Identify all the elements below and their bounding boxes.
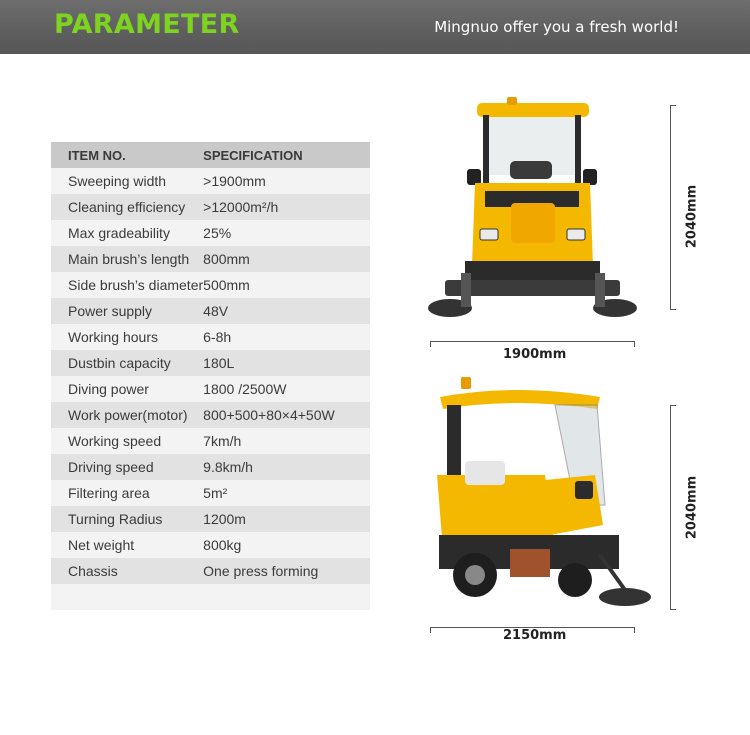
- table-row: [51, 376, 370, 402]
- row-spec: 500mm: [203, 277, 250, 293]
- row-item: [51, 584, 203, 610]
- row-spec: 180L: [203, 355, 235, 371]
- side-length-label: 2150mm: [503, 628, 567, 643]
- page-title: PARAMETER: [54, 9, 240, 40]
- row-spec: 6-8h: [203, 329, 232, 345]
- table-row: [51, 194, 370, 220]
- front-width-label: 1900mm: [503, 347, 567, 362]
- row-item: Working hours: [68, 329, 159, 345]
- row-spec: 800kg: [203, 537, 242, 553]
- row-spec: 48V: [203, 303, 229, 319]
- spec-table: [51, 142, 370, 610]
- table-row: [51, 506, 370, 532]
- table-row: [51, 428, 370, 454]
- table-row: [51, 558, 370, 584]
- row-item: Sweeping width: [68, 173, 167, 189]
- table-row: [51, 532, 370, 558]
- table-row: [51, 480, 370, 506]
- table-row: [51, 350, 370, 376]
- row-item: Net weight: [68, 537, 135, 553]
- header-spec: SPECIFICATION: [203, 147, 303, 163]
- row-item: Working speed: [68, 433, 162, 449]
- header-item: ITEM NO.: [68, 147, 126, 163]
- row-item: Main brush’s length: [68, 251, 190, 267]
- table-row: [51, 220, 370, 246]
- row-spec: 1800 /2500W: [203, 381, 287, 397]
- front-height-dimension-line: [670, 105, 676, 310]
- table-header-row: [51, 142, 370, 168]
- table-row: [51, 272, 370, 298]
- side-height-dimension-line: [670, 405, 676, 610]
- side-height-label: 2040mm: [684, 475, 700, 540]
- table-row: [51, 454, 370, 480]
- sweeper-front-image: [425, 95, 640, 330]
- row-item: Work power(motor): [68, 407, 188, 423]
- row-spec: 25%: [203, 225, 232, 241]
- table-row: [51, 168, 370, 194]
- row-spec: 7km/h: [203, 433, 242, 449]
- row-spec: One press forming: [203, 563, 319, 579]
- sweeper-side-image: [425, 375, 655, 615]
- row-spec: 5m²: [203, 485, 228, 501]
- row-spec: 800+500+80×4+50W: [203, 407, 335, 423]
- row-item: Turning Radius: [68, 511, 163, 527]
- row-item: Max gradeability: [68, 225, 170, 241]
- table-row: [51, 584, 370, 610]
- row-item: Power supply: [68, 303, 153, 319]
- table-row: [51, 324, 370, 350]
- row-item: Diving power: [68, 381, 149, 397]
- row-spec: >12000m²/h: [203, 199, 279, 215]
- table-row: [51, 402, 370, 428]
- row-item: Chassis: [68, 563, 118, 579]
- row-spec: 1200m: [203, 511, 246, 527]
- row-spec: [203, 584, 370, 610]
- row-item: Side brush’s diameter: [68, 277, 204, 293]
- row-item: Driving speed: [68, 459, 154, 475]
- table-row: [51, 298, 370, 324]
- table-row: [51, 246, 370, 272]
- row-item: Cleaning efficiency: [68, 199, 186, 215]
- row-spec: 800mm: [203, 251, 250, 267]
- row-item: Dustbin capacity: [68, 355, 171, 371]
- front-height-label: 2040mm: [684, 184, 700, 249]
- row-spec: 9.8km/h: [203, 459, 253, 475]
- header-banner: [0, 0, 750, 54]
- row-spec: >1900mm: [203, 173, 266, 189]
- slogan: Mingnuo offer you a fresh world!: [434, 18, 679, 36]
- row-item: Filtering area: [68, 485, 150, 501]
